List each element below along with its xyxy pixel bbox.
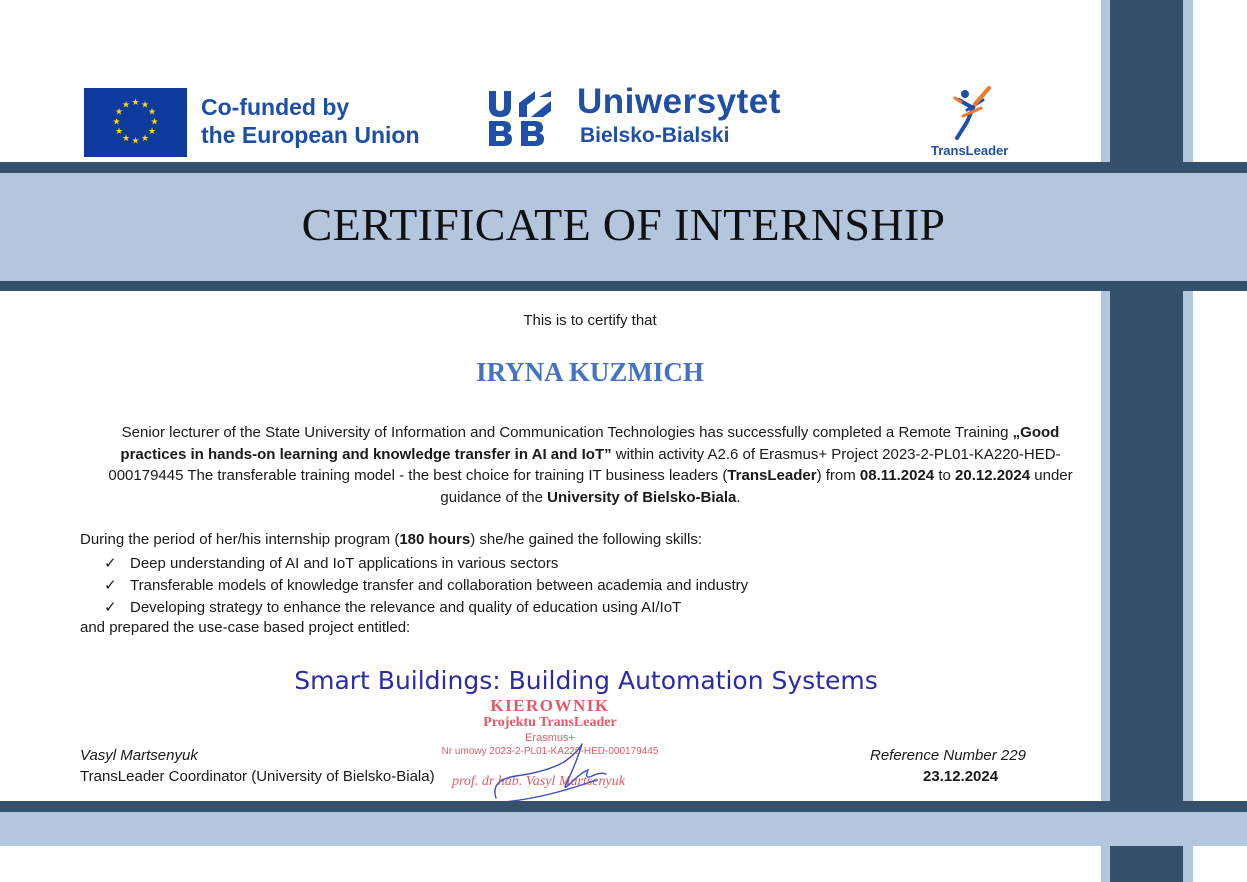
eu-line-2: the European Union <box>201 122 420 148</box>
certificate-title: CERTIFICATE OF INTERNSHIP <box>301 199 946 250</box>
stamp-line-3: Erasmus+ <box>525 732 575 744</box>
skills-list <box>104 553 748 619</box>
svg-text:★: ★ <box>121 100 131 111</box>
svg-text:★: ★ <box>112 117 121 128</box>
para-text-1: Senior lecturer of the State University of Information and Communication Technologies has successfully completed a Remote Training <box>121 424 1013 441</box>
skill-text: Developing strategy to enhance the relevance and quality of education using AI/IoT <box>130 599 682 616</box>
signatory-name: Vasyl Martsenyuk <box>80 747 198 764</box>
period-pre: During the period of her/his internship program ( <box>80 531 400 548</box>
skill-text: Transferable models of knowledge transfer and collaboration between academia and industry <box>130 577 749 594</box>
svg-text:★: ★ <box>147 127 157 137</box>
title-band-bottom-line <box>0 281 1247 291</box>
checkmark-icon: ✓ <box>104 599 117 616</box>
date-from: 08.11.2024 <box>859 467 935 484</box>
issue-date: 23.12.2024 <box>923 768 999 785</box>
eu-line-1: Co-funded by <box>201 94 350 120</box>
bottom-band-right <box>1110 846 1183 882</box>
bottom-band <box>0 812 1247 846</box>
svg-text:★: ★ <box>114 127 124 137</box>
transleader-logo-text: TransLeader <box>931 143 1009 158</box>
period-hours: 180 hours <box>399 531 471 548</box>
certify-text: This is to certify that <box>523 312 657 329</box>
handwritten-signature <box>486 740 636 806</box>
skill-item <box>104 575 748 597</box>
checkmark-icon: ✓ <box>104 577 117 594</box>
ubb-logo-icon <box>489 89 553 147</box>
bottom-band-line <box>0 801 1247 812</box>
transleader-figure-icon <box>951 86 993 142</box>
university-name: University of Bielsko-Biala <box>547 488 737 506</box>
eu-logo-text <box>201 93 420 149</box>
certificate-paragraph <box>100 422 1081 508</box>
project-acronym: TransLeader <box>727 467 817 484</box>
skill-text: Deep understanding of AI and IoT applications in various sectors <box>130 555 559 572</box>
svg-text:★: ★ <box>140 100 150 111</box>
skill-item <box>104 597 748 619</box>
para-text-2: within activity A2.6 of Erasmus+ Project 2023-2-PL01-KA220-HED-000179445 The transferable training model - the best choice for training IT business leaders ( <box>108 445 1061 484</box>
para-text-3: ) from <box>816 467 860 484</box>
svg-text:★: ★ <box>121 134 131 144</box>
svg-text:★: ★ <box>131 98 140 108</box>
right-band-dark <box>1110 0 1183 882</box>
project-title: Smart Buildings: Building Automation Systems <box>294 666 878 695</box>
reference-number: Reference Number 229 <box>870 747 1026 764</box>
signatory-role: TransLeader Coordinator (University of Bielsko-Biala) <box>80 768 435 785</box>
para-text-6: . <box>736 488 741 506</box>
svg-text:★: ★ <box>150 117 159 128</box>
para-text-5: under guidance of the <box>440 467 1073 506</box>
svg-text:★: ★ <box>140 134 150 144</box>
stamp-line-4: Nr umowy 2023-2-PL01-KA220-HED-000179445 <box>441 746 659 757</box>
checkmark-icon: ✓ <box>104 555 117 572</box>
period-text <box>80 531 702 548</box>
svg-text:★: ★ <box>131 136 140 147</box>
recipient-name: IRYNA KUZMICH <box>476 357 704 387</box>
svg-text:★: ★ <box>114 107 124 118</box>
prepared-text: and prepared the use-case based project entitled: <box>80 619 411 636</box>
period-post: ) she/he gained the following skills: <box>470 531 703 548</box>
stamp-line-2: Projektu TransLeader <box>483 715 617 730</box>
title-band-top-line <box>0 162 1247 173</box>
date-to: 20.12.2024 <box>955 467 1031 484</box>
para-text-4: to <box>934 467 956 484</box>
eu-flag-logo <box>84 88 187 157</box>
training-title: „Good practices in hands-on learning and knowledge transfer in AI and IoT” <box>120 424 1060 463</box>
university-logo-title: Uniwersytet <box>577 82 781 121</box>
stamp-line-1: KIEROWNIK <box>490 696 610 715</box>
stamp-signatory: prof. dr hab. Vasyl Martsenyuk <box>452 774 625 789</box>
university-logo-subtitle: Bielsko-Bialski <box>580 124 730 147</box>
skill-item <box>104 553 748 575</box>
svg-text:★: ★ <box>147 107 157 118</box>
